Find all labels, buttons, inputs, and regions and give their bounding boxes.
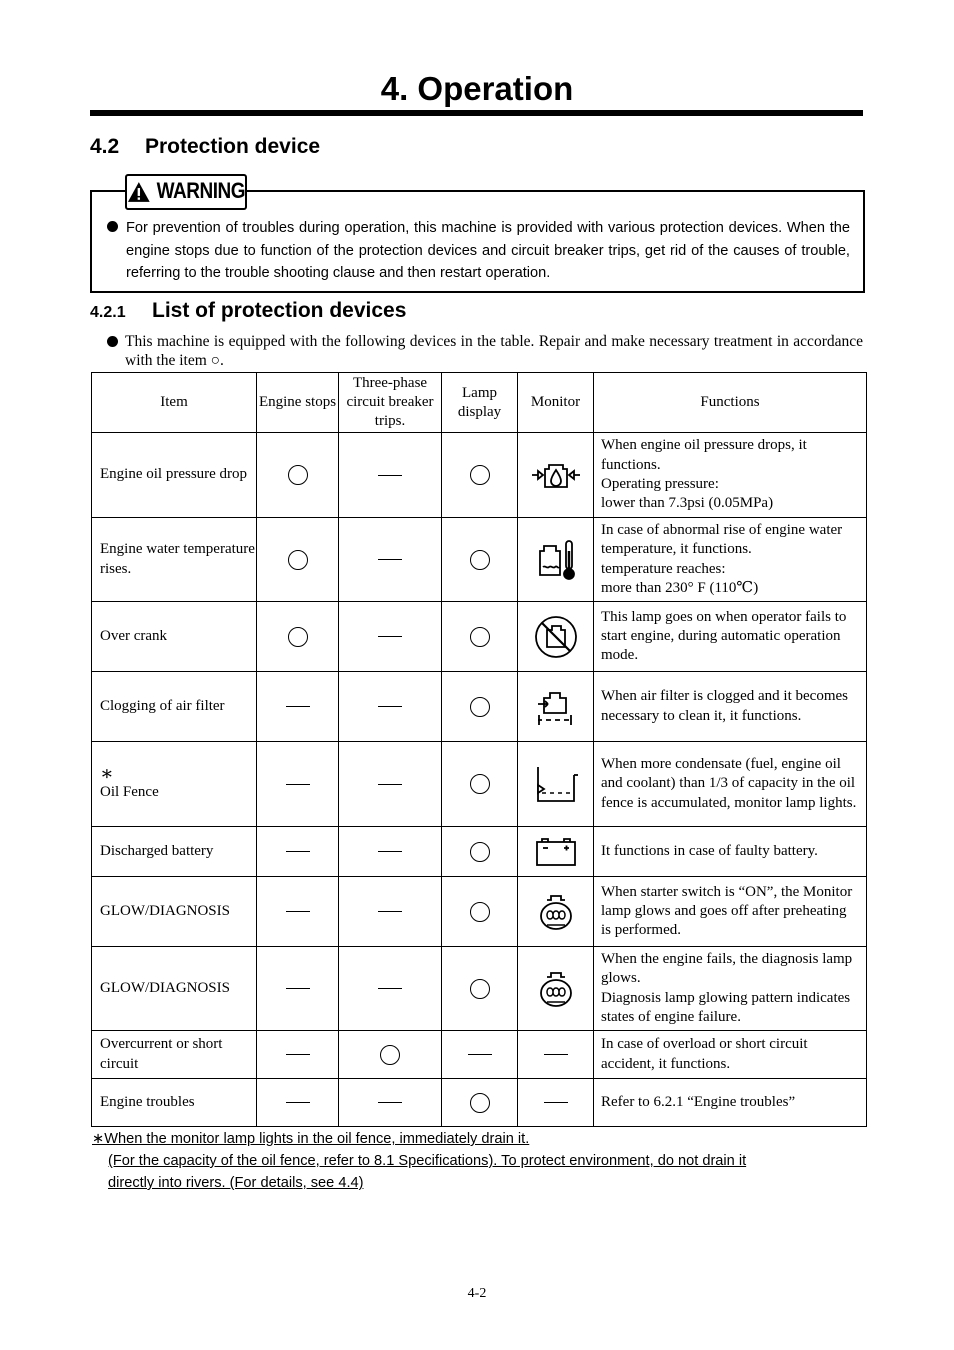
chapter-rule [90,110,863,116]
item-text: Discharged battery [100,842,214,859]
engine-stops-dash [286,1102,310,1103]
footnote-line-1: ∗When the monitor lamp lights in the oil fence, immediately drain it. [92,1131,530,1147]
air-filter-icon [518,686,593,728]
oil-pressure-icon [518,455,593,495]
item-text: Over crank [100,627,168,644]
cell-functions [594,947,867,1031]
cell-item [92,433,257,518]
subsection-title: List of protection devices [152,299,407,322]
section-title: Protection device [145,135,321,158]
breaker-dash [378,475,402,476]
lamp-circle [470,902,490,922]
cell-lamp [442,672,518,742]
breaker-dash [378,851,402,852]
subsection-number: 4.2.1 [90,304,126,321]
lamp-circle [470,697,490,717]
cell-item [92,827,257,877]
breaker-dash [378,1102,402,1103]
page-number: 4-2 [467,1286,487,1301]
header-functions: Functions [594,373,867,433]
cell-engine-stops [257,518,339,602]
cell-monitor [518,602,594,672]
cell-functions [594,1031,867,1079]
engine-stops-dash [286,988,310,989]
lamp-circle [470,550,490,570]
table-row [92,672,867,742]
footnote [92,1128,746,1194]
cell-breaker [339,672,442,742]
warning-label [125,174,247,210]
lamp-circle [470,627,490,647]
cell-lamp [442,1031,518,1079]
oil-fence-icon [518,763,593,805]
footnote-line-3: directly into rivers. (For details, see 4.4) [108,1175,364,1191]
cell-engine-stops [257,1079,339,1127]
table-row [92,827,867,877]
cell-engine-stops [257,1031,339,1079]
engine-stops-dash [286,706,310,707]
battery-icon [518,837,593,867]
warning-text: For prevention of troubles during operation, this machine is provided with various protection devices. When the engine stops due to function of the protection devices and circuit breaker trips, get rid of the causes of trouble, referring to the trouble shooting clause and then restart operation. [126,220,850,281]
breaker-dash [378,636,402,637]
header-lamp-display: Lamp display [442,373,518,433]
cell-breaker [339,827,442,877]
functions-text: Refer to 6.2.1 “Engine troubles” [601,1093,796,1110]
cell-breaker [339,947,442,1031]
functions-text: When starter switch is “ON”, the Monitor lamp glows and goes off after preheating is performed. [601,883,853,939]
cell-engine-stops [257,877,339,947]
cell-monitor [518,947,594,1031]
cell-item [92,742,257,827]
cell-functions [594,433,867,518]
functions-text: In case of abnormal rise of engine water temperature, it functions. temperature reaches: more than 230° F (110℃) [601,521,843,596]
cell-breaker [339,877,442,947]
cell-item [92,672,257,742]
footnote-line-2: (For the capacity of the oil fence, refer to 8.1 Specifications). To protect environment, do not drain it [108,1153,747,1169]
cell-lamp [442,602,518,672]
star-mark: ∗ [100,763,114,786]
cell-breaker [339,433,442,518]
cell-monitor [518,1079,594,1127]
glow-plug-icon [518,969,593,1009]
water-temperature-icon [518,539,593,581]
cell-functions [594,602,867,672]
breaker-dash [378,911,402,912]
item-text: Overcurrent or short circuit [100,1036,223,1072]
cell-breaker [339,742,442,827]
cell-engine-stops [257,742,339,827]
cell-engine-stops [257,433,339,518]
cell-functions [594,518,867,602]
engine-stops-dash [286,911,310,912]
cell-engine-stops [257,602,339,672]
functions-text: When more condensate (fuel, engine oil and coolant) than 1/3 of capacity in the oil fence is accumulated, monitor lamp lights. [601,756,857,811]
cell-monitor [518,672,594,742]
cell-breaker [339,1031,442,1079]
engine-stops-dash [286,1054,310,1055]
cell-item [92,602,257,672]
cell-item [92,877,257,947]
cell-engine-stops [257,947,339,1031]
breaker-dash [378,706,402,707]
item-text: GLOW/DIAGNOSIS [100,902,230,919]
cell-item [92,1079,257,1127]
engine-stops-circle [288,627,308,647]
item-text: Clogging of air filter [100,697,225,714]
functions-text: This lamp goes on when operator fails to start engine, during automatic operation mode. [601,608,847,664]
item-text: Engine water temperature rises. [100,541,255,577]
cell-functions [594,672,867,742]
lamp-circle [470,979,490,999]
over-crank-icon [518,615,593,659]
subsection-heading [90,299,406,323]
table-row [92,518,867,602]
table-row [92,742,867,827]
cell-monitor [518,877,594,947]
breaker-dash [378,559,402,560]
lamp-circle [470,465,490,485]
header-item: Item [92,373,257,433]
cell-engine-stops [257,827,339,877]
glow-plug-icon [518,892,593,932]
cell-monitor [518,518,594,602]
functions-text: When the engine fails, the diagnosis lamp glows. Diagnosis lamp glowing pattern indicates states of engine failure. [601,950,853,1025]
item-text: GLOW/DIAGNOSIS [100,979,230,996]
cell-monitor [518,1031,594,1079]
cell-lamp [442,518,518,602]
breaker-dash [378,988,402,989]
section-heading [90,135,320,159]
table-row [92,947,867,1031]
cell-item [92,1031,257,1079]
functions-text: It functions in case of faulty battery. [601,842,818,859]
monitor-dash [544,1054,568,1055]
functions-text: In case of overload or short circuit accident, it functions. [601,1036,808,1072]
lamp-circle [470,842,490,862]
header-engine-stops: Engine stops [257,373,339,433]
warning-label-text: WARNING [156,179,245,204]
item-text: Oil Fence [100,784,159,801]
table-row [92,1079,867,1127]
cell-functions [594,827,867,877]
breaker-circle [380,1045,400,1065]
monitor-dash [544,1102,568,1103]
cell-lamp [442,827,518,877]
functions-text: When engine oil pressure drops, it functions. Operating pressure: lower than 7.3psi (0.05MPa) [601,437,807,512]
lamp-circle [470,774,490,794]
item-text: Engine oil pressure drop [100,466,248,483]
intro-bullet [107,336,118,347]
cell-breaker [339,602,442,672]
cell-lamp [442,433,518,518]
item-text: Engine troubles [100,1093,195,1110]
cell-breaker [339,518,442,602]
table-row [92,877,867,947]
protection-devices-table [91,372,867,1127]
cell-item [92,947,257,1031]
table-row [92,1031,867,1079]
cell-functions [594,877,867,947]
cell-functions [594,1079,867,1127]
cell-lamp [442,742,518,827]
cell-breaker [339,1079,442,1127]
cell-monitor [518,742,594,827]
engine-stops-dash [286,784,310,785]
warning-bullet [107,221,118,232]
section-number: 4.2 [90,135,120,158]
table-row [92,602,867,672]
cell-lamp [442,877,518,947]
intro-text: This machine is equipped with the following devices in the table. Repair and make necessary treatment in accordance with the item ○. [125,333,863,369]
lamp-dash [468,1054,492,1055]
functions-text: When air filter is clogged and it becomes necessary to clean it, it functions. [601,688,848,724]
engine-stops-circle [288,550,308,570]
warning-triangle-icon [127,181,151,203]
cell-lamp [442,1079,518,1127]
cell-monitor [518,827,594,877]
chapter-title: 4. Operation [380,70,574,107]
engine-stops-dash [286,851,310,852]
engine-stops-circle [288,465,308,485]
cell-monitor [518,433,594,518]
lamp-circle [470,1093,490,1113]
header-three-phase: Three-phase circuit breaker trips. [339,373,442,433]
cell-lamp [442,947,518,1031]
cell-item [92,518,257,602]
table-header-row [92,373,867,433]
cell-functions [594,742,867,827]
cell-engine-stops [257,672,339,742]
table-row [92,433,867,518]
breaker-dash [378,784,402,785]
header-monitor: Monitor [518,373,594,433]
